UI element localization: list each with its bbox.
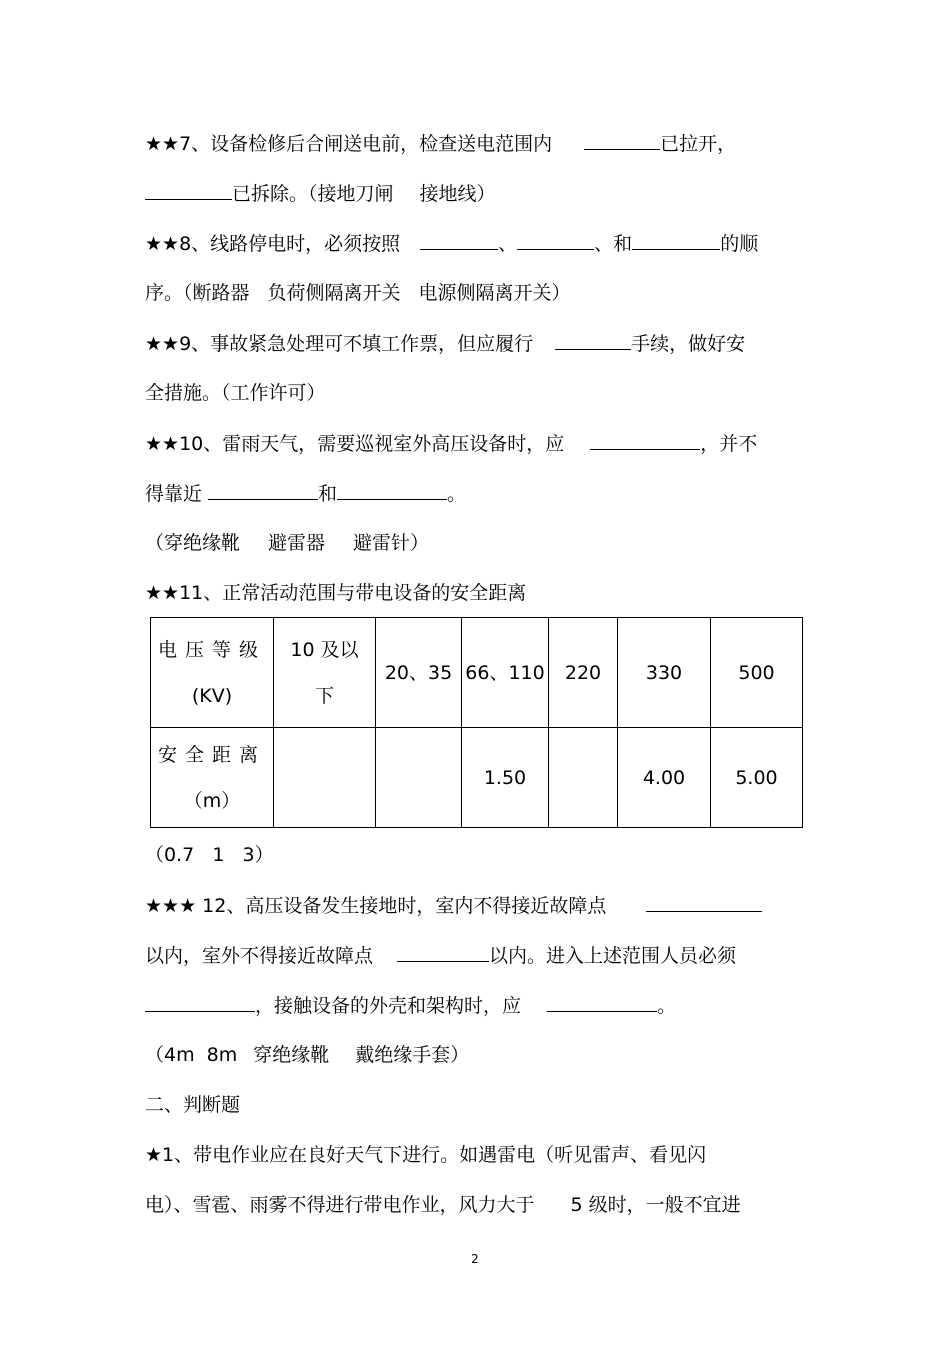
voltage-cell: 20、35	[376, 618, 462, 728]
table-row-distance	[151, 728, 803, 828]
q10-blank1	[590, 431, 700, 450]
q9-line2: 全措施。（工作许可）	[145, 382, 326, 404]
voltage-cell: 330	[618, 618, 711, 728]
q10-line1: ★★10、雷雨天气，需要巡视室外高压设备时，应 ，并不	[145, 433, 758, 455]
page-number: 2	[471, 1252, 479, 1266]
q10-blank3	[337, 481, 447, 500]
q7-blank2	[145, 181, 232, 200]
distance-label-cell: 安全距离 （m）	[151, 728, 274, 828]
tf1-line1: ★1、带电作业应在良好天气下进行。如遇雷电（听见雷声、看见闪	[145, 1144, 707, 1166]
q8-line2: 序。（断路器 负荷侧隔离开关 电源侧隔离开关）	[145, 282, 571, 304]
q12-blank2	[397, 943, 489, 962]
q9-line1: ★★9、事故紧急处理可不填工作票，但应履行 手续，做好安	[145, 333, 746, 355]
q8-blank1	[420, 231, 498, 250]
q12-line2: 以内，室外不得接近故障点 以内。进入上述范围人员必须	[145, 945, 737, 967]
q11-answer: （0.7 1 3）	[145, 844, 274, 866]
distance-cell: 5.00	[711, 728, 803, 828]
section-heading-true-false: 二、判断题	[145, 1094, 241, 1116]
q8-line1: ★★8、线路停电时，必须按照 、 、和 的顺	[145, 233, 759, 255]
distance-cell-empty	[274, 728, 376, 828]
distance-cell-empty	[376, 728, 462, 828]
q12-blank1	[646, 893, 762, 912]
q12-blank4	[547, 993, 657, 1012]
q12-blank3	[145, 993, 255, 1012]
q11-title: ★★11、正常活动范围与带电设备的安全距离	[145, 582, 527, 604]
voltage-label-cell: 电压等级 (KV)	[151, 618, 274, 728]
voltage-cell: 66、110	[462, 618, 549, 728]
q8-blank2	[517, 231, 594, 250]
distance-cell-empty	[549, 728, 618, 828]
q10-blank2	[208, 481, 318, 500]
q12-line3: ，接触设备的外壳和架构时，应 。	[145, 993, 676, 1018]
q7-line2: 已拆除。（接地刀闸 接地线）	[145, 181, 496, 206]
distance-cell: 1.50	[462, 728, 549, 828]
distance-cell: 4.00	[618, 728, 711, 828]
voltage-cell: 500	[711, 618, 803, 728]
table-row-voltage	[151, 618, 803, 728]
safety-distance-table	[150, 617, 803, 828]
q7-line1: ★★7、设备检修后合闸送电前，检查送电范围内 已拉开，	[145, 133, 737, 155]
q12-line1: ★★★ 12、高压设备发生接地时，室内不得接近故障点	[145, 893, 762, 918]
q7-blank1	[584, 131, 660, 150]
tf1-line2: 电）、雪雹、雨雾不得进行带电作业，风力大于 5 级时，一般不宜进	[145, 1194, 741, 1216]
q9-blank	[555, 331, 631, 350]
q10-line2: 得靠近 和 。	[145, 483, 467, 505]
q10-answers: （穿绝缘靴 避雷器 避雷针）	[145, 532, 430, 554]
q8-blank3	[632, 231, 720, 250]
voltage-cell: 10 及以 下	[274, 618, 376, 728]
q12-answers: （4m 8m 穿绝缘靴 戴绝缘手套）	[145, 1044, 470, 1066]
voltage-cell: 220	[549, 618, 618, 728]
